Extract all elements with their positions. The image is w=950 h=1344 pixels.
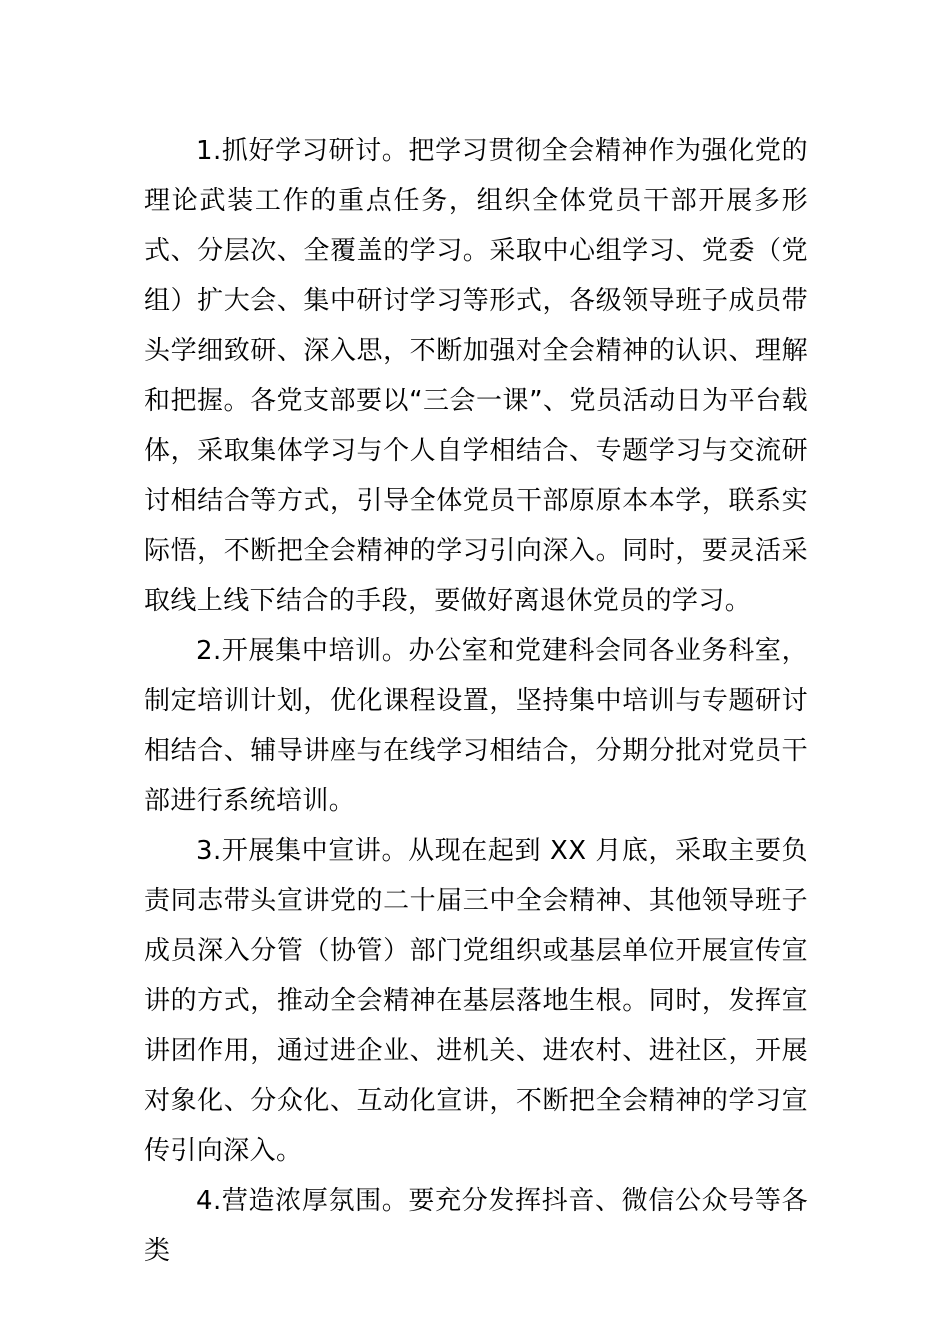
paragraph-centralized-lecture: 3.开展集中宣讲。从现在起到 XX 月底，采取主要负责同志带头宣讲党的二十届三中全会精神、其他领导班子成员深入分管（协管）部门党组织或基层单位开展宣传宣讲的方式，推动全会精神在基层落地生根。同时，发挥宣讲团作用，通过进企业、进机关、进农村、进社区，开展对象化、分众化、互动化宣讲，不断把全会精神的学习宣传引向深入。 (144, 836, 808, 1166)
paragraph-create-atmosphere: 4.营造浓厚氛围。要充分发挥抖音、微信公众号等各类 (144, 1186, 808, 1266)
paragraph-centralized-training: 2.开展集中培训。办公室和党建科会同各业务科室，制定培训计划，优化课程设置，坚持集中培训与专题研讨相结合、辅导讲座与在线学习相结合，分期分批对党员干部进行系统培训。 (144, 636, 808, 816)
document-body (144, 126, 808, 1276)
paragraph-study-discussion: 1.抓好学习研讨。把学习贯彻全会精神作为强化党的理论武装工作的重点任务，组织全体党员干部开展多形式、分层次、全覆盖的学习。采取中心组学习、党委（党组）扩大会、集中研讨学习等形式，各级领导班子成员带头学细致研、深入思，不断加强对全会精神的认识、理解和把握。各党支部要以“三会一课”、党员活动日为平台载体，采取集体学习与个人自学相结合、专题学习与交流研讨相结合等方式，引导全体党员干部原原本本学，联系实际悟，不断把全会精神的学习引向深入。同时，要灵活采取线上线下结合的手段，要做好离退休党员的学习。 (144, 136, 808, 616)
